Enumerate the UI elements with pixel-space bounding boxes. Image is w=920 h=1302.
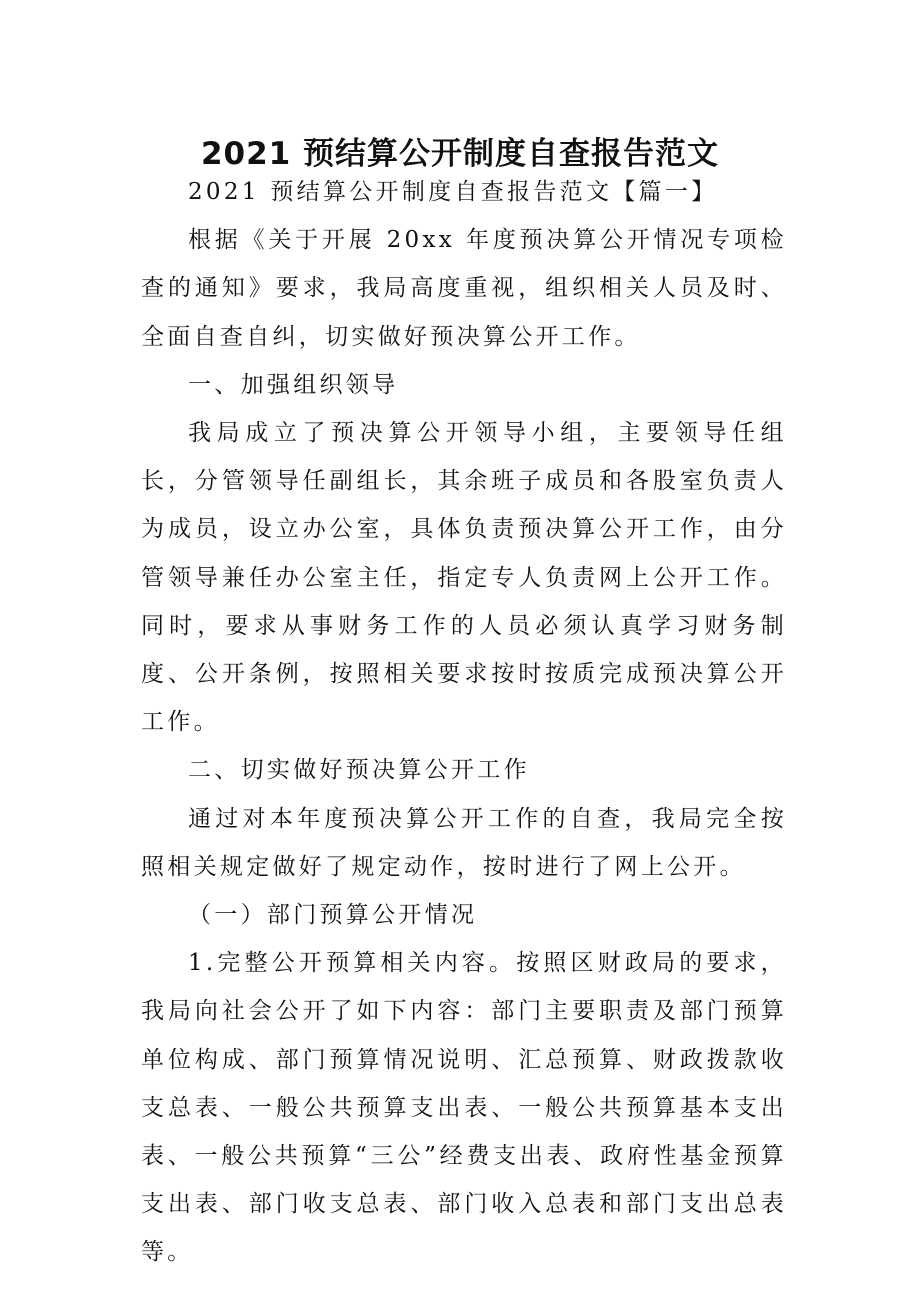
subheading-budget-disclosure: （一）部门预算公开情况 [188,902,478,929]
document-title: 2021 预结算公开制度自查报告范文 [200,135,720,172]
self-check-paragraph: 通过对本年度预决算公开工作的自查，我局完全按照相关规定做好了规定动作，按时进行了网上公开。 [141,805,787,880]
budget-content-paragraph: 1.完整公开预算相关内容。按照区财政局的要求，我局向社会公开了如下内容：部门主要职责及部门预算单位构成、部门预算情况说明、汇总预算、财政拨款收支总表、一般公共预算支出表、一般公共预算基本支出表、一般公共预算“三公”经费支出表、政府性基金预算支出表、部门收支总表、部门收入总表和部门支出总表等。 [141,950,787,1266]
leadership-paragraph: 我局成立了预决算公开领导小组，主要领导任组长，分管领导任副组长，其余班子成员和各股室负责人为成员，设立办公室，具体负责预决算公开工作，由分管领导兼任办公室主任，指定专人负责网上公开工作。同时，要求从事财务工作的人员必须认真学习财务制度、公开条例，按照相关要求按时按质完成预决算公开工作。 [141,420,787,736]
intro-paragraph: 根据《关于开展 20xx 年度预决算公开情况专项检查的通知》要求，我局高度重视，组织相关人员及时、全面自查自纠，切实做好预决算公开工作。 [141,227,787,350]
heading-disclosure-work: 二、切实做好预决算公开工作 [188,757,530,784]
document-body [141,168,787,1277]
heading-strengthen-leadership: 一、加强组织领导 [188,371,399,398]
section-heading-part-one: 2021 预结算公开制度自查报告范文【篇一】 [188,179,718,205]
